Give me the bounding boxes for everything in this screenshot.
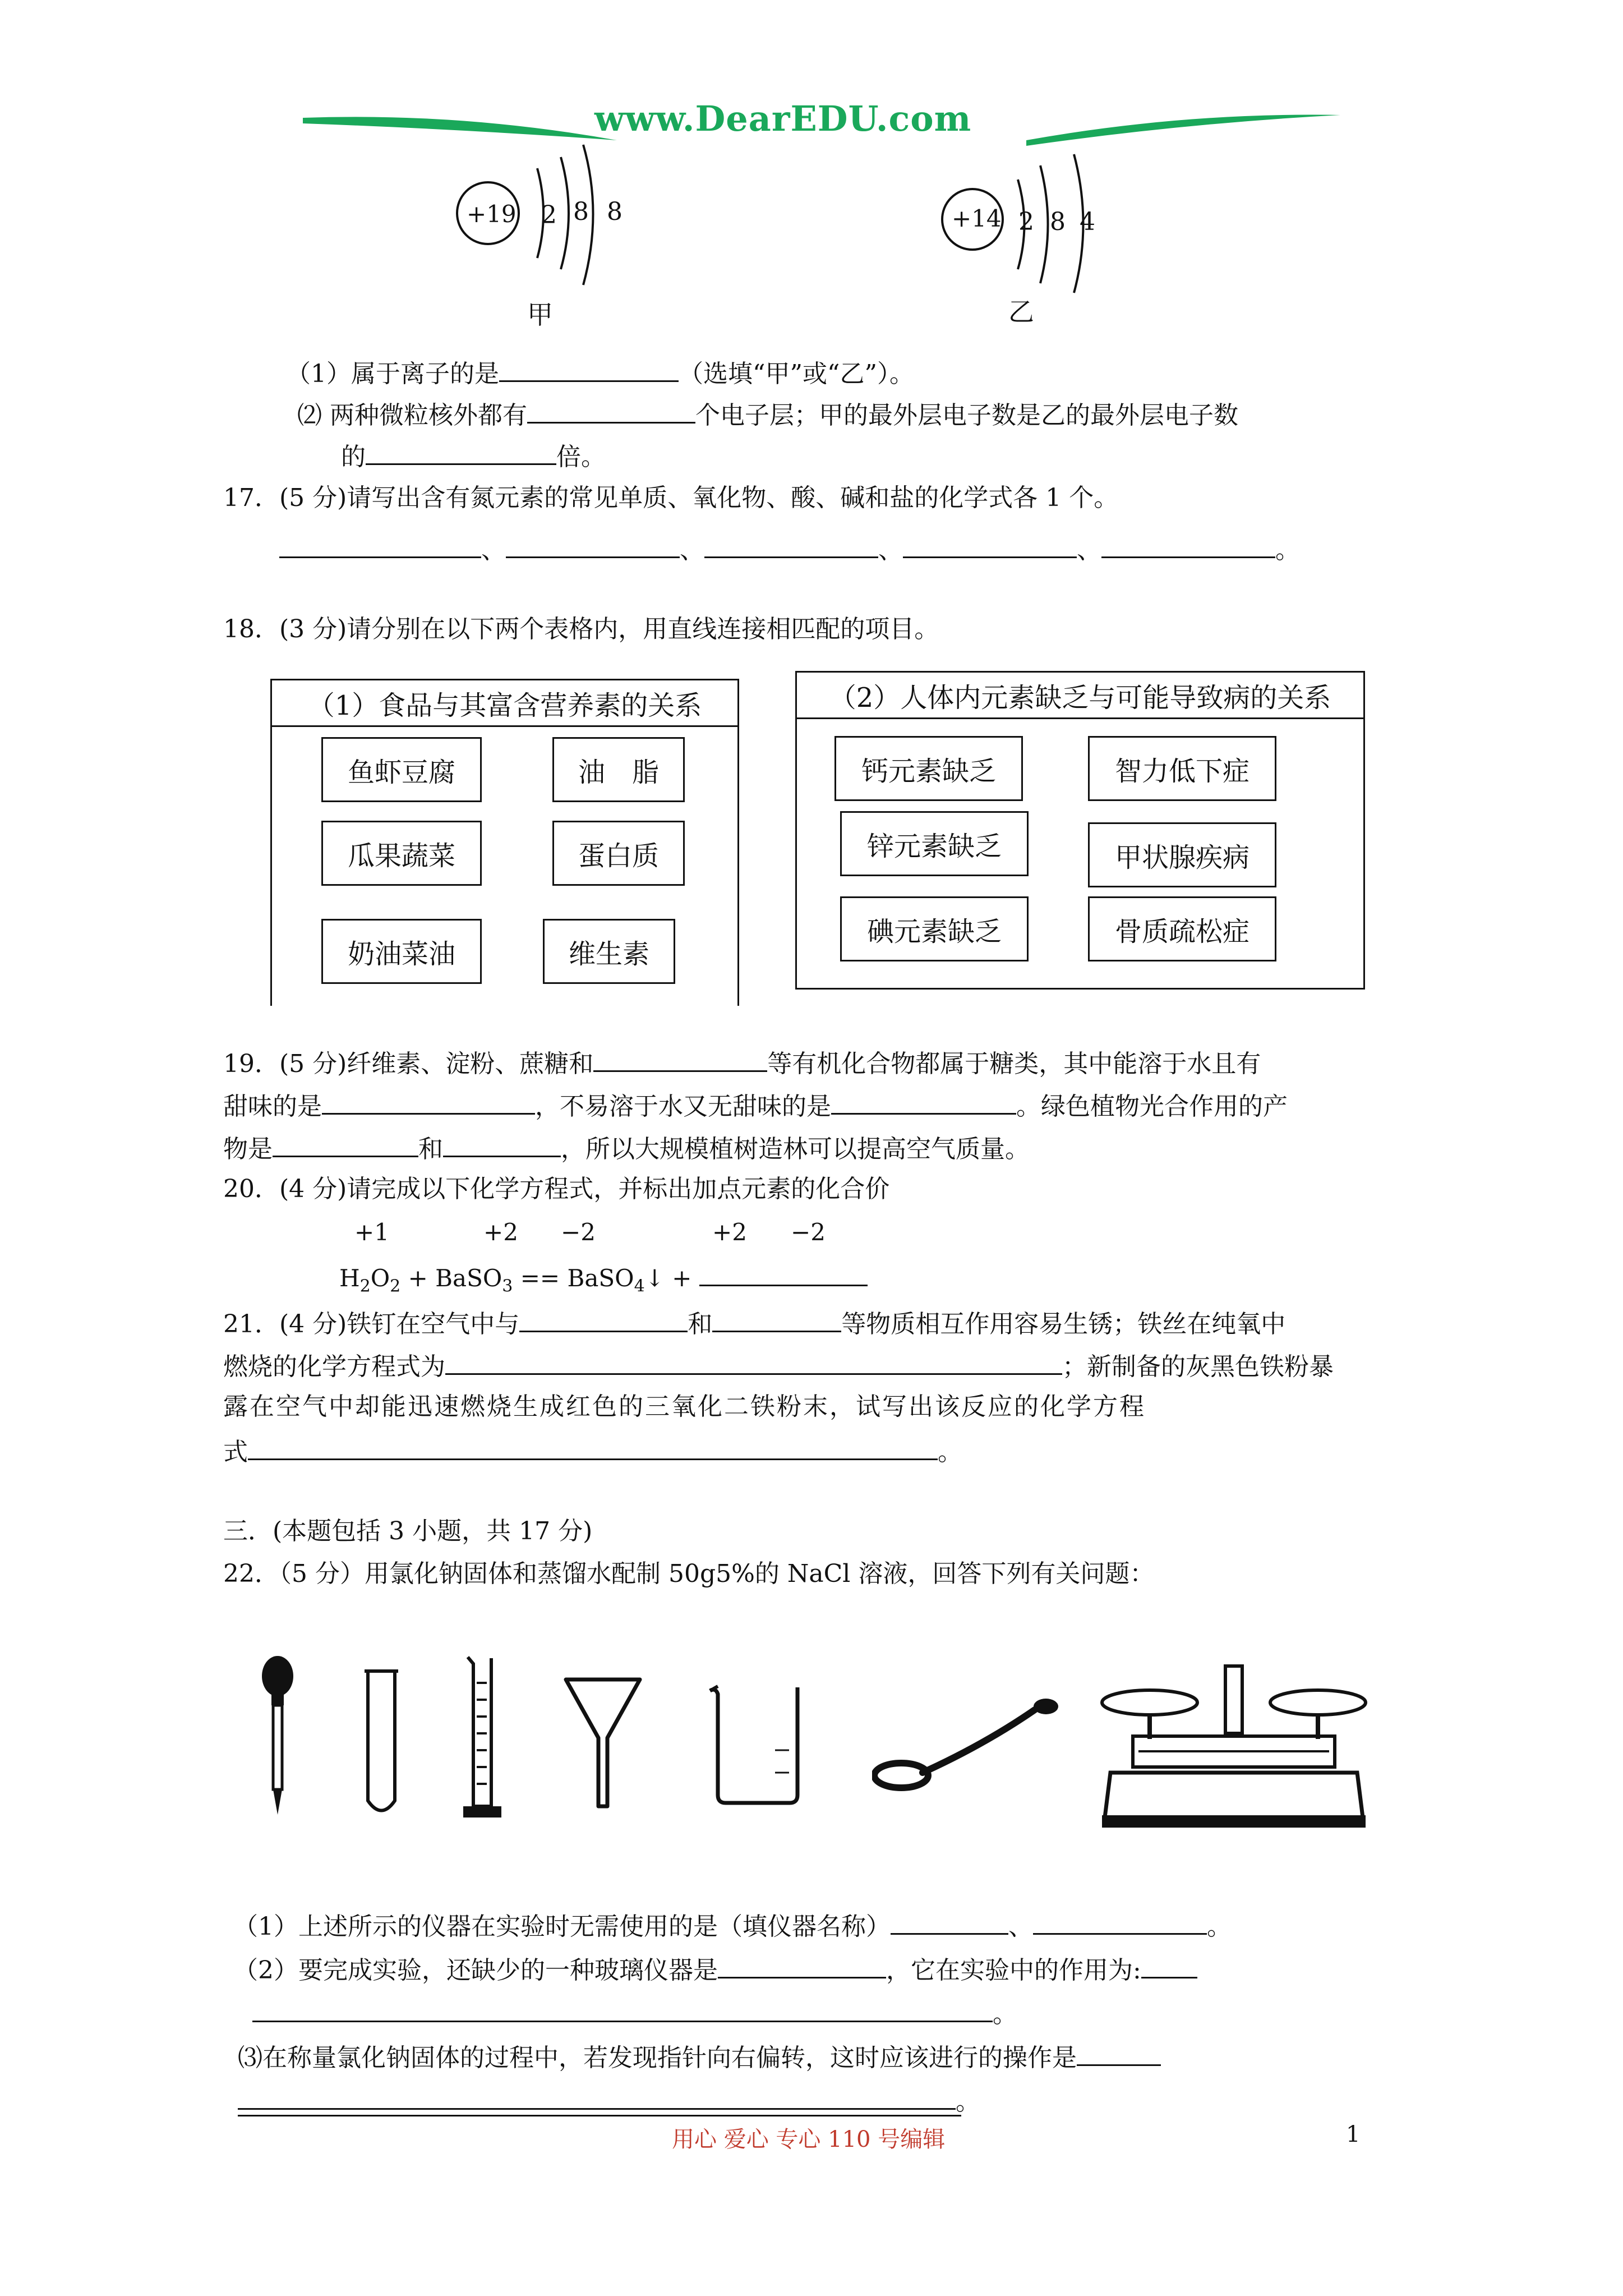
footer-divider [238, 2115, 961, 2116]
food-item-1[interactable]: 鱼虾豆腐 [321, 737, 482, 802]
q20-valence-o-2: −2 [791, 1218, 826, 1246]
disease-item-3[interactable]: 骨质疏松症 [1088, 896, 1276, 961]
dropper-icon [258, 1655, 297, 1818]
q22-question: 22．（5 分）用氯化钠固体和蒸馏水配制 50g5%的 NaCl 溶液，回答下列有关问题： [223, 1559, 1155, 1588]
q19-text-1a: 19．(5 分)纤维素、淀粉、蔗糖和 [223, 1050, 594, 1078]
food-item-3[interactable]: 奶油菜油 [321, 919, 482, 984]
deficiency-item-1[interactable]: 钙元素缺乏 [834, 736, 1023, 801]
q22-text-2c: 。 [993, 2000, 1017, 2028]
footer-text: 用心 爱心 专心 110 号编辑 [672, 2127, 946, 2152]
shell-2-jia: 8 [573, 197, 589, 226]
q20-question: 20．(4 分)请完成以下化学方程式，并标出加点元素的化合价 [223, 1175, 890, 1203]
q16-part2-cont [341, 438, 606, 474]
nutrient-item-1[interactable]: 油 脂 [552, 737, 685, 802]
q18-question: 18．(3 分)请分别在以下两个表格内，用直线连接相匹配的项目。 [223, 615, 939, 643]
q22-blank-5[interactable] [252, 1995, 993, 2022]
q20-valence-h: +1 [354, 1218, 389, 1246]
q16-part1-text-a: （1）属于离子的是 [286, 360, 499, 388]
q18-table-2-title: （2）人体内元素缺乏与可能导致病的关系 [797, 673, 1363, 719]
q17-blank-5[interactable] [1101, 531, 1275, 558]
nucleus-charge-jia: +19 [467, 200, 517, 228]
graduated-cylinder-icon [460, 1655, 505, 1823]
q21-blank-1[interactable] [519, 1305, 688, 1332]
q20-eq-eq: == BaSO [513, 1264, 634, 1292]
q19-text-2c: 。绿色植物光合作用的产 [1016, 1092, 1288, 1121]
q22-part3 [238, 2039, 1161, 2075]
header-swoosh-right [1026, 107, 1340, 151]
shell-1-yi: 2 [1018, 208, 1034, 236]
q19-blank-5[interactable] [443, 1130, 561, 1157]
q19-text-3a: 物是 [223, 1135, 273, 1163]
q19-line-1 [223, 1045, 1261, 1081]
q22-part2-cont [252, 1995, 1017, 2031]
q22-blank-2[interactable] [1033, 1907, 1207, 1935]
q21-blank-4[interactable] [248, 1433, 938, 1460]
q16-part2-text-a: ⑵ 两种微粒核外都有 [297, 401, 527, 430]
q17-question: 17．(5 分)请写出含有氮元素的常见单质、氧化物、酸、碱和盐的化学式各 1 个。 [223, 484, 1119, 512]
balance-scale-icon [1099, 1649, 1368, 1834]
q22-blank-6[interactable] [1077, 2039, 1161, 2066]
q17-sep-4: 、 [1077, 536, 1101, 564]
q21-blank-2[interactable] [712, 1305, 841, 1332]
medicine-spoon-icon [872, 1694, 1063, 1795]
q22-blank-4[interactable] [1141, 1951, 1197, 1978]
deficiency-item-2[interactable]: 锌元素缺乏 [840, 811, 1029, 876]
q20-valence-ba-2: +2 [712, 1218, 747, 1246]
q21-line-4 [223, 1433, 962, 1469]
q17-blank-2[interactable] [506, 531, 680, 558]
q20-blank[interactable] [699, 1259, 868, 1286]
q20-eq-mid: + BaSO [400, 1264, 502, 1292]
q22-text-2a: （2）要完成实验，还缺少的一种玻璃仪器是 [233, 1956, 718, 1985]
q16-part2-text-c: 的 [341, 443, 366, 471]
q19-blank-4[interactable] [273, 1130, 418, 1157]
q20-valence-o-1: −2 [561, 1218, 596, 1246]
food-item-2[interactable]: 瓜果蔬菜 [321, 821, 482, 886]
q21-blank-3[interactable] [445, 1347, 1062, 1375]
deficiency-item-3[interactable]: 碘元素缺乏 [840, 896, 1029, 961]
q17-answer-row [279, 531, 1300, 567]
shell-1-jia: 2 [541, 201, 557, 229]
q16-answer-blank-1[interactable] [499, 355, 679, 382]
q22-blank-7[interactable] [238, 2082, 956, 2110]
q20-eq-end: ↓ + [644, 1264, 699, 1292]
q19-blank-3[interactable] [831, 1087, 1016, 1115]
q19-line-2 [223, 1087, 1288, 1124]
q21-text-1b: 和 [688, 1310, 713, 1338]
q21-text-1c: 等物质相互作用容易生锈；铁丝在纯氧中 [841, 1310, 1286, 1338]
q16-part2-text-b: 个电子层；甲的最外层电子数是乙的最外层电子数 [695, 401, 1238, 430]
q22-part1 [233, 1907, 1232, 1944]
shell-2-yi: 8 [1050, 208, 1066, 236]
q18-table-1-title: （1）食品与其富含营养素的关系 [272, 680, 737, 727]
q21-text-4a: 式 [223, 1438, 248, 1466]
q16-part1-text-b: （选填“甲”或“乙”）。 [679, 360, 914, 388]
q21-line-1 [223, 1305, 1285, 1341]
site-logo: www.DearEDU.com [594, 98, 972, 139]
section-3-title: 三．(本题包括 3 小题，共 17 分) [223, 1517, 593, 1545]
nutrient-item-3[interactable]: 维生素 [543, 919, 675, 984]
q16-part2-text-d: 倍。 [556, 443, 606, 471]
q16-part1 [286, 355, 914, 391]
atom-label-yi: 乙 [1008, 297, 1034, 327]
q22-text-3b: 。 [956, 2087, 980, 2116]
q22-text-1a: （1）上述所示的仪器在实验时无需使用的是（填仪器名称） [233, 1912, 891, 1941]
atom-label-jia: 甲 [527, 300, 553, 330]
q16-part2 [297, 396, 1238, 432]
q20-valence-ba-1: +2 [483, 1218, 518, 1246]
q17-sep-3: 、 [878, 536, 903, 564]
q17-sep-2: 、 [680, 536, 704, 564]
q16-answer-blank-3[interactable] [366, 438, 556, 465]
q22-part2 [233, 1951, 1197, 1987]
disease-item-2[interactable]: 甲状腺疾病 [1088, 822, 1276, 887]
beaker-icon [708, 1683, 803, 1806]
q22-text-1c: 。 [1207, 1912, 1232, 1941]
q19-text-3b: 和 [418, 1135, 443, 1163]
nutrient-item-2[interactable]: 蛋白质 [552, 821, 685, 886]
test-tube-icon [365, 1669, 398, 1820]
q17-end: 。 [1275, 536, 1300, 564]
q20-equation: $H_2O_2$ + BaSO$_3$ == BaSO$_4$↓ + [339, 1259, 868, 1303]
q19-line-3 [223, 1130, 1030, 1166]
q22-text-2b: ，它在实验中的作用为: [886, 1956, 1141, 1985]
page-number: 1 [1346, 2122, 1361, 2147]
q22-text-1b: 、 [1008, 1912, 1033, 1941]
q19-text-2a: 甜味的是 [223, 1092, 322, 1121]
q17-sep-1: 、 [481, 536, 506, 564]
q19-text-2b: ，不易溶于水又无甜味的是 [535, 1092, 831, 1121]
disease-item-1[interactable]: 智力低下症 [1088, 736, 1276, 801]
q19-blank-1[interactable] [593, 1045, 767, 1072]
q19-text-3c: ，所以大规模植树造林可以提高空气质量。 [561, 1135, 1030, 1163]
q21-line-3: 露在空气中却能迅速燃烧生成红色的三氧化二铁粉末，试写出该反应的化学方程 [223, 1392, 1146, 1421]
q22-blank-1[interactable] [891, 1907, 1008, 1935]
q19-blank-2[interactable] [322, 1087, 535, 1115]
q22-text-3a: ⑶在称量氯化钠固体的过程中，若发现指针向右偏转，这时应该进行的操作是 [238, 2044, 1077, 2072]
q19-text-1b: 等有机化合物都属于糖类，其中能溶于水且有 [767, 1050, 1261, 1078]
q17-blank-4[interactable] [903, 531, 1077, 558]
q21-text-2a: 燃烧的化学方程式为 [223, 1352, 445, 1381]
q21-line-2 [223, 1347, 1334, 1384]
shell-3-jia: 8 [607, 197, 623, 226]
q16-answer-blank-2[interactable] [527, 396, 695, 424]
q22-blank-3[interactable] [718, 1951, 886, 1978]
q17-blank-3[interactable] [704, 531, 878, 558]
q21-text-2b: ；新制备的灰黑色铁粉暴 [1062, 1352, 1334, 1381]
q21-text-4b: 。 [938, 1438, 962, 1466]
nucleus-charge-yi: +14 [952, 205, 1002, 232]
q17-blank-1[interactable] [279, 531, 481, 558]
q22-part3-cont [238, 2082, 980, 2119]
funnel-icon [564, 1676, 642, 1811]
shell-3-yi: 4 [1080, 208, 1095, 236]
q21-text-1a: 21．(4 分)铁钉在空气中与 [223, 1310, 520, 1338]
